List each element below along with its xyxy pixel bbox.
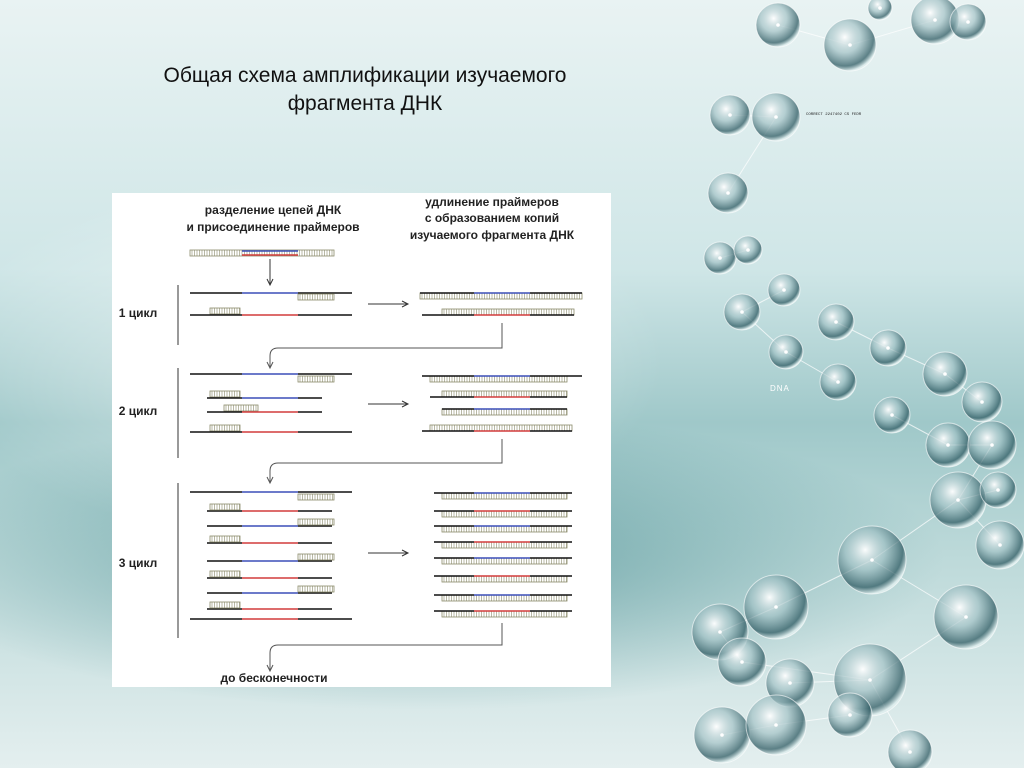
c3-right-ladder-1 xyxy=(442,493,567,499)
title-line-2: фрагмента ДНК xyxy=(287,92,443,115)
molecule-node xyxy=(946,443,950,447)
molecule-node xyxy=(774,115,778,119)
molecule-node xyxy=(848,713,852,717)
c3-primer-1 xyxy=(298,494,334,500)
molecule-node xyxy=(718,630,722,634)
molecule-node xyxy=(726,191,730,195)
molecule-bubble xyxy=(888,730,932,768)
molecule-node xyxy=(966,20,970,24)
c3-right-ladder-6 xyxy=(442,576,567,582)
c1-primer-top xyxy=(298,294,334,300)
slide-title xyxy=(110,62,620,118)
diagram-marks xyxy=(178,250,582,671)
molecule-node xyxy=(933,18,937,22)
cycle-3-label: 3 цикл xyxy=(118,556,158,570)
c3-right-ladder-7 xyxy=(442,595,567,601)
c3-right-ladder-5 xyxy=(442,558,567,564)
molecule-node xyxy=(998,543,1002,547)
c3-right-ladder-3 xyxy=(442,526,567,532)
molecule-node xyxy=(956,498,960,502)
c3-right-ladder-2 xyxy=(442,511,567,517)
pcr-diagram-panel xyxy=(112,193,611,687)
molecule-node xyxy=(980,400,984,404)
c2-right-ladder-3 xyxy=(442,409,567,415)
connector-1-2 xyxy=(270,323,502,368)
molecule-node xyxy=(718,256,722,260)
cycle-1-label: 1 цикл xyxy=(118,306,158,320)
molecule-node xyxy=(740,660,744,664)
molecule-node xyxy=(990,443,994,447)
molecule-node xyxy=(740,310,744,314)
c2-right-ladder-4 xyxy=(430,425,572,431)
molecule-node xyxy=(836,380,840,384)
cycle-2-label: 2 цикл xyxy=(118,404,158,418)
molecule-node xyxy=(848,43,852,47)
molecule-node xyxy=(943,372,947,376)
molecule-node xyxy=(886,346,890,350)
molecule-node xyxy=(746,248,750,252)
c2-right-ladder-1 xyxy=(430,376,567,382)
connector-3-end xyxy=(270,623,502,671)
right-header-line-3: изучаемого фрагмента ДНК xyxy=(409,228,575,242)
pcr-diagram xyxy=(112,193,611,687)
molecule-node xyxy=(728,113,732,117)
title-line-1: Общая схема амплификации изучаемого xyxy=(163,64,567,87)
c2-primer-1 xyxy=(298,376,334,382)
c3-right-ladder-8 xyxy=(442,611,567,617)
dna-label: DNA xyxy=(770,384,790,393)
molecule-node xyxy=(878,6,882,10)
c3-right-ladder-4 xyxy=(442,542,567,548)
molecule-node xyxy=(870,558,874,562)
molecule-node xyxy=(908,750,912,754)
right-header-line-1: удлинение праймеров xyxy=(425,195,559,209)
molecule-node xyxy=(788,681,792,685)
molecule-node xyxy=(774,723,778,727)
molecule-node xyxy=(834,320,838,324)
footer-label: до бесконечности xyxy=(220,671,328,685)
c3-primer-3 xyxy=(298,519,334,525)
molecule-node xyxy=(784,350,788,354)
c3-primer-7 xyxy=(298,586,334,592)
c2-right-ladder-2 xyxy=(442,391,567,397)
left-header-line-2: и присоединение праймеров xyxy=(186,220,360,234)
tech-label: CORRECT 2247402 CS FEDR xyxy=(806,113,862,117)
molecule-bubble xyxy=(868,0,892,20)
left-header-line-1: разделение цепей ДНК xyxy=(204,203,342,217)
right-header-line-2: с образованием копий xyxy=(424,211,560,225)
c3-primer-5 xyxy=(298,554,334,560)
molecule-node xyxy=(782,288,786,292)
molecule-node xyxy=(776,23,780,27)
molecule-node xyxy=(868,678,872,682)
molecule-node xyxy=(890,413,894,417)
connector-2-3 xyxy=(270,439,502,483)
molecule-node xyxy=(964,615,968,619)
molecule-node xyxy=(996,488,1000,492)
molecule-node xyxy=(720,733,724,737)
molecule-node xyxy=(774,605,778,609)
